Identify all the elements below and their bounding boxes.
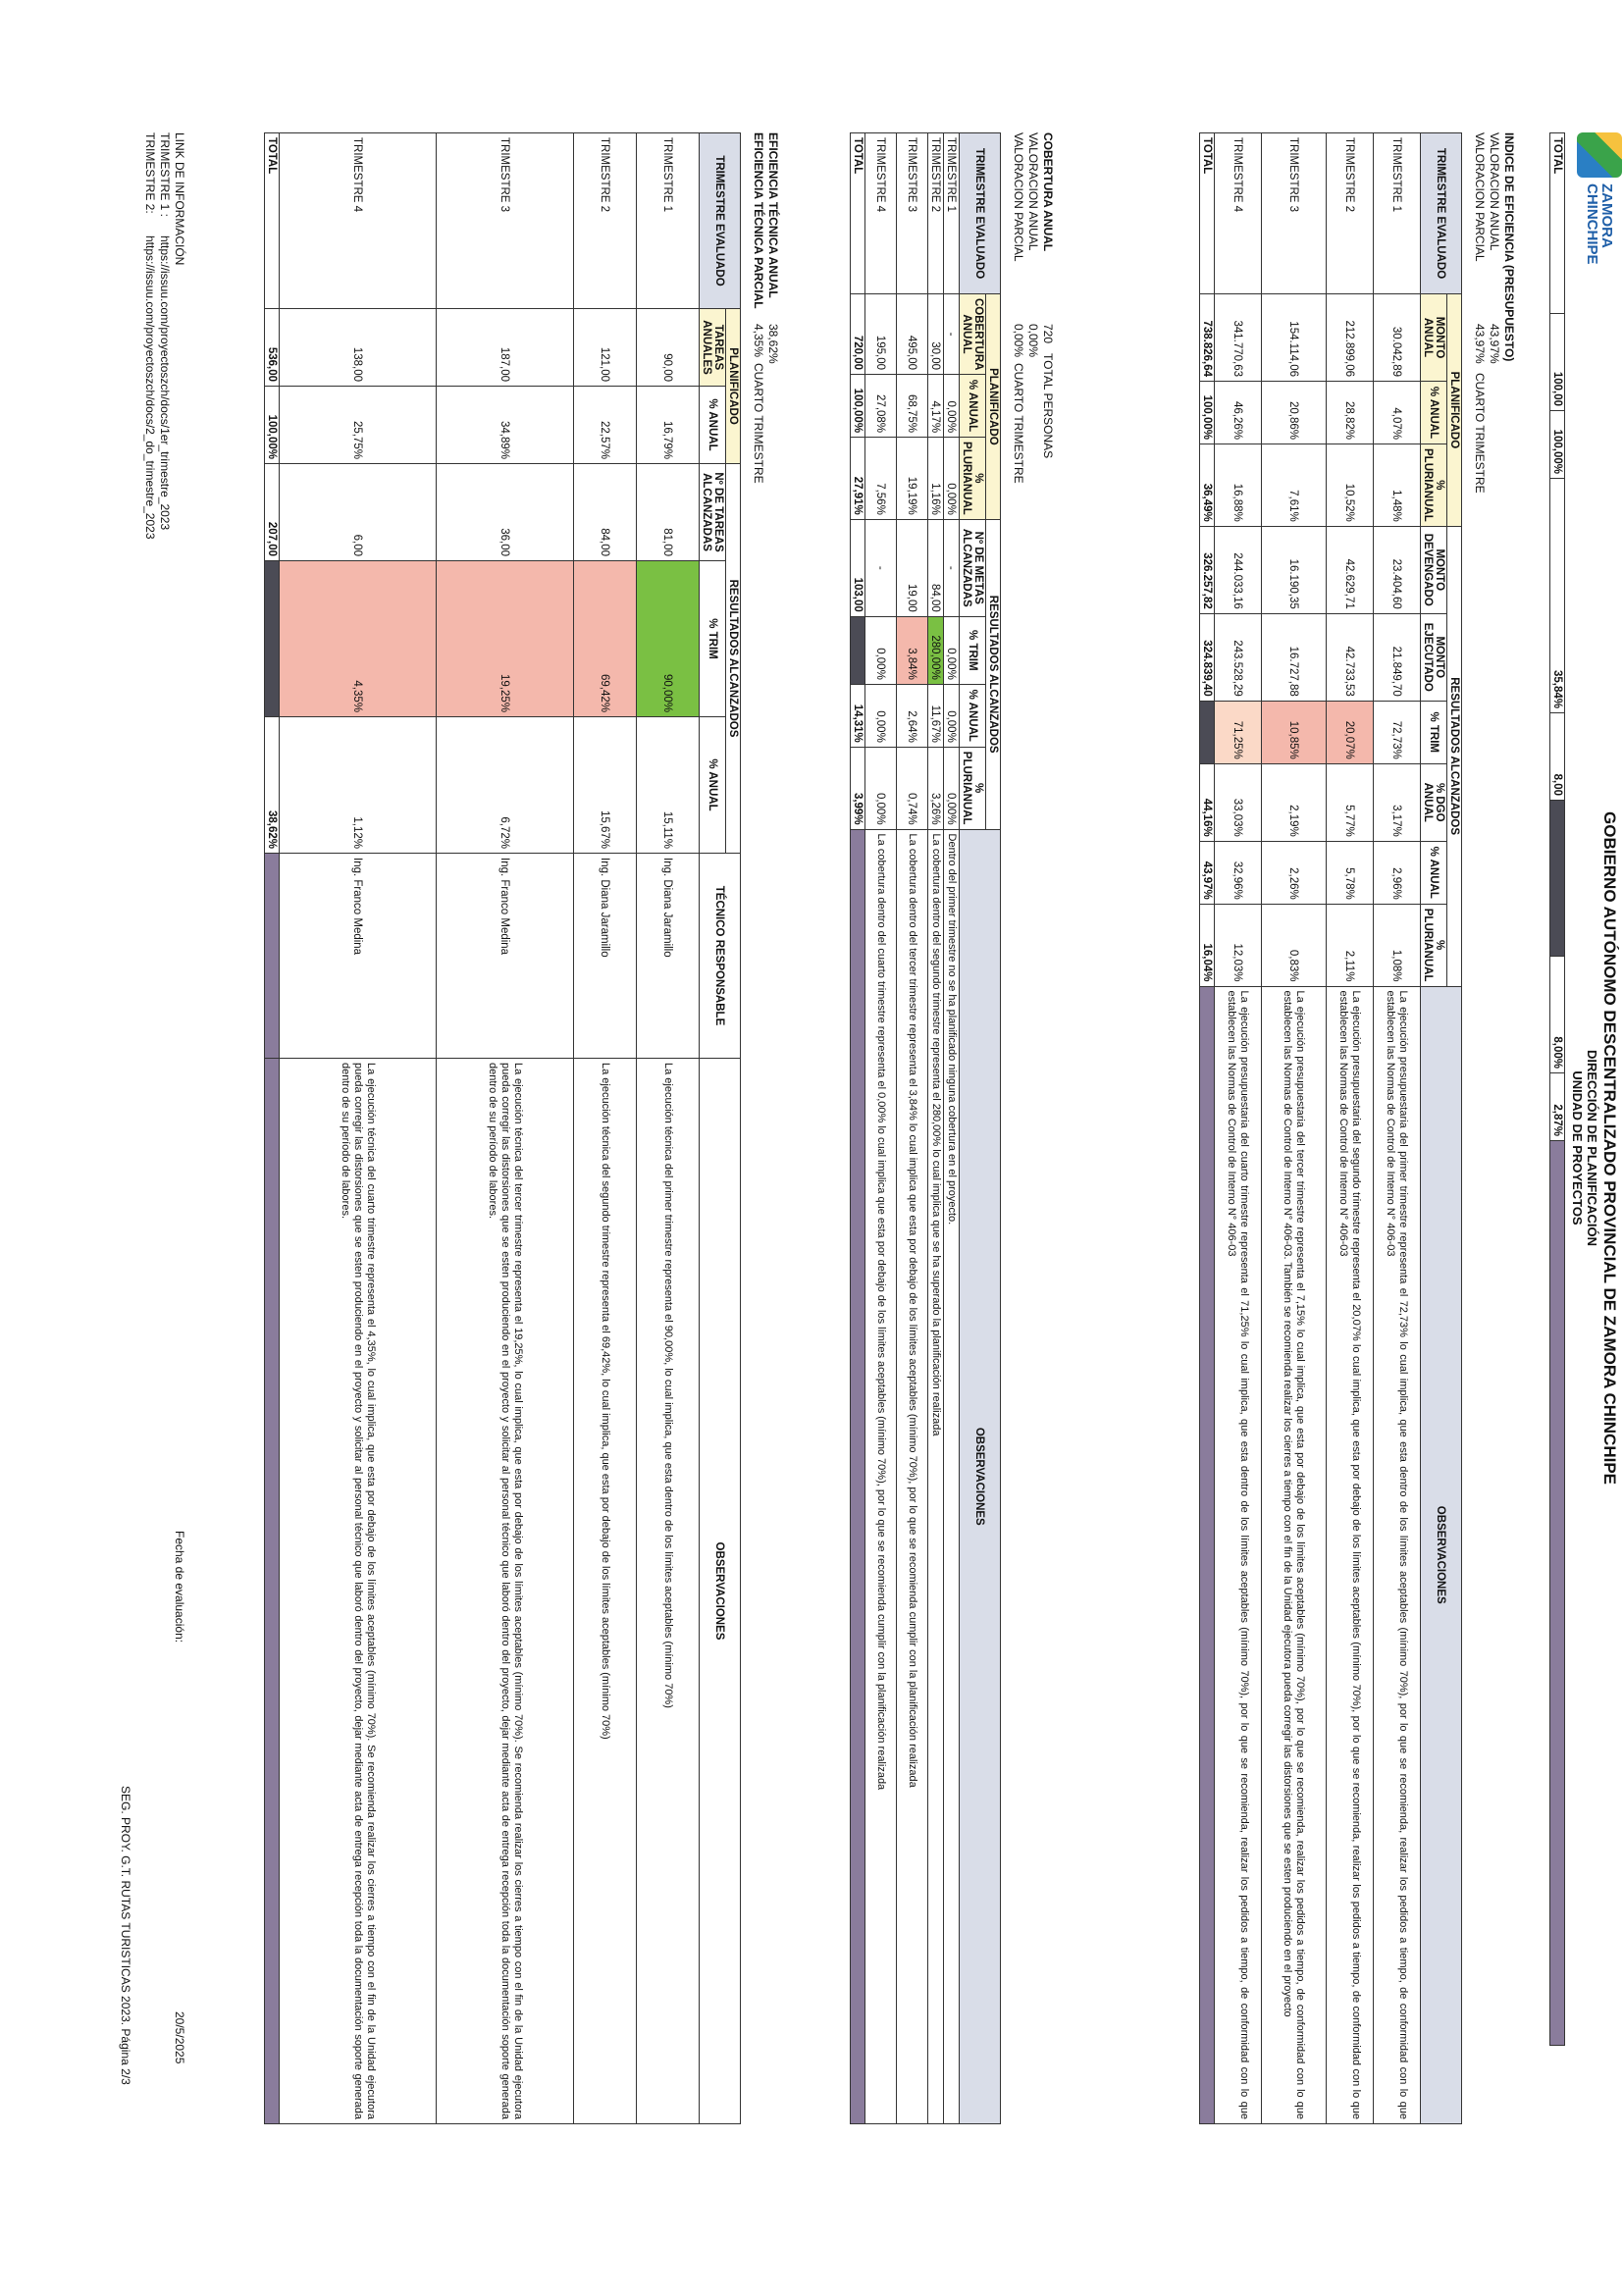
cobertura-header-trim: % TRIM xyxy=(960,616,986,684)
presupuesto-anual: 46,26% xyxy=(1215,382,1262,444)
presupuesto-observacion: La ejecución presupuestaria del segundo trimestre representa el 20,07% lo cual implica, que esta por debajo de los límites aceptables (mínimo 70%), por lo que se recomienda, realizar los pedidos a tiempo, de conformidad con lo que establecen las Normas de Control de Interno N° 406-03 xyxy=(1327,986,1374,2124)
presupuesto-anual-label: VALORACION ANUAL xyxy=(1488,132,1501,251)
top-total-dark-cell xyxy=(1550,801,1565,957)
cobertura-total-label: TOTAL xyxy=(851,133,865,294)
presupuesto-dgo: 2,19% xyxy=(1262,763,1327,841)
tecnica-group-planificado: PLANIFICADO xyxy=(726,309,741,464)
cobertura-anual-value: 720 xyxy=(1041,324,1055,344)
tecnica-total-anual2: 38,62% xyxy=(265,717,280,854)
top-total-table xyxy=(1549,132,1565,2046)
cobertura-anual: 68,75% xyxy=(897,375,928,438)
table-row xyxy=(944,133,960,2124)
presupuesto-pluri: 10,52% xyxy=(1327,444,1374,527)
tecnica-responsable: Ing. Diana Jaramillo xyxy=(637,854,700,1059)
cobertura-total-valor: 720,00 xyxy=(851,294,865,375)
cobertura-valor: 30,00 xyxy=(928,294,944,375)
tecnica-alcanzadas: 84,00 xyxy=(574,464,637,561)
tecnica-alcanzadas: 6,00 xyxy=(280,464,437,561)
tecnica-trim: 90,00% xyxy=(637,561,700,717)
cobertura-trim: 3,84% xyxy=(897,616,928,684)
cobertura-pluri: 7,56% xyxy=(865,438,897,520)
cobertura-anual2: 0,00% xyxy=(865,684,897,747)
cobertura-header-plurianual2: % PLURIANUAL xyxy=(960,747,986,829)
presupuesto-anual-value: 43,97% xyxy=(1488,324,1501,364)
cobertura-header-anual2: % ANUAL xyxy=(960,684,986,747)
table-row xyxy=(865,133,897,2124)
presupuesto-header-trim: % TRIM xyxy=(1421,701,1447,763)
cobertura-val-parcial-value: 0,00% xyxy=(1012,324,1025,358)
cobertura-pluri2: 0,74% xyxy=(897,747,928,829)
footer-fecha-label: Fecha de evaluación: xyxy=(173,1531,186,1644)
top-total-label: TOTAL xyxy=(1550,133,1565,314)
cobertura-observacion: La cobertura dentro del segundo trimestre representa el 280,00% lo cual implica que se ha superado la planificación realizada xyxy=(928,829,944,2123)
tecnica-anual2: 6,72% xyxy=(437,717,574,854)
tecnica-observacion: La ejecución técnica del cuarto trimestre representa el 4,35%, lo cual implica, que esta por debajo de los límites aceptables (mínimo 70%). Se recomienda realizar los cierres a tiempo con el fin de la Unidad ejecutora pueda corregir las distorsiones que se esten produciendo en el proyecto y solicitar al personal técnico que laboró dentro del proyecto, dejar mediante acta de entrega recepción toda la documentación soporte generada dentro de su período de labores. xyxy=(280,1059,437,2124)
tecnica-parcial-note: CUARTO TRIMESTRE xyxy=(752,363,765,484)
report-subtitle-unidad: UNIDAD DE PROYECTOS xyxy=(1570,1070,1585,1226)
presupuesto-total-anual2: 43,97% xyxy=(1200,841,1215,904)
cobertura-metas: - xyxy=(944,519,960,616)
presupuesto-section-label: INDICE DE EFICIENCIA (PRESUPUESTO) xyxy=(1502,132,1516,362)
tecnica-anual: 16,79% xyxy=(637,387,700,464)
presupuesto-monto: 341.770,63 xyxy=(1215,294,1262,382)
cobertura-val-anual-label: VALORACION ANUAL xyxy=(1026,132,1040,251)
presupuesto-anual: 4,07% xyxy=(1374,382,1421,444)
cobertura-anual: 0,00% xyxy=(944,375,960,438)
cobertura-total-row xyxy=(851,133,865,2124)
cobertura-trimestre: TRIMESTRE 1 xyxy=(944,133,960,294)
tecnica-observacion: La ejecución técnica del segundo trimestre representa el 69,42%, lo cual implica, que esta por debajo de los límites aceptables (mínimo 70%) xyxy=(574,1059,637,2124)
tecnica-anual-label: EFICIENCIA TÉCNICA ANUAL xyxy=(766,132,780,298)
tecnica-header-observaciones: OBSERVACIONES xyxy=(700,1059,741,2124)
presupuesto-table xyxy=(1199,132,1462,2124)
tecnica-header-anual: % ANUAL xyxy=(700,387,726,464)
cobertura-total-pluri2: 3,99% xyxy=(851,747,865,829)
presupuesto-pluri: 16,88% xyxy=(1215,444,1262,527)
footer-t2-link[interactable]: https://issuu.com/proyectoszch/docs/2_do_trimestre_2023 xyxy=(143,235,157,540)
footer-t2-label: TRIMESTRE 2: xyxy=(143,132,157,214)
tecnica-anual: 25,75% xyxy=(280,387,437,464)
presupuesto-dgo: 3,17% xyxy=(1374,763,1421,841)
presupuesto-pluri: 1,48% xyxy=(1374,444,1421,527)
cobertura-metas: 84,00 xyxy=(928,519,944,616)
presupuesto-ejecutado: 243.528,29 xyxy=(1215,613,1262,701)
presupuesto-header-devengado: MONTO DEVENGADO xyxy=(1421,526,1447,613)
presupuesto-ejecutado: 42.733,53 xyxy=(1327,613,1374,701)
report-subtitle-direccion: DIRECCIÓN DE PLANIFICACIÓN xyxy=(1585,1049,1599,1247)
cobertura-total-pluri: 27,91% xyxy=(851,438,865,520)
presupuesto-anual2: 2,26% xyxy=(1262,841,1327,904)
table-row xyxy=(280,133,437,2124)
tecnica-alcanzadas: 36,00 xyxy=(437,464,574,561)
presupuesto-observacion: La ejecución presupuestaria del cuarto trimestre representa el 71,25% lo cual implica, que esta dentro de los límites aceptables (mínimo 70%), por lo que se recomienda, realizar los pedidos a tiempo, de conformidad con lo que establecen las Normas de Control de Interno N° 406-03 xyxy=(1215,986,1262,2124)
cobertura-val-parcial-note: CUARTO TRIMESTRE xyxy=(1012,363,1025,484)
presupuesto-anual: 20,86% xyxy=(1262,382,1327,444)
tecnica-tareas: 138,00 xyxy=(280,309,437,387)
presupuesto-header-anual2: % ANUAL xyxy=(1421,841,1447,904)
cobertura-trimestre: TRIMESTRE 2 xyxy=(928,133,944,294)
presupuesto-ejecutado: 16.727,88 xyxy=(1262,613,1327,701)
cobertura-valor: 495,00 xyxy=(897,294,928,375)
presupuesto-trimestre: TRIMESTRE 1 xyxy=(1374,133,1421,294)
tecnica-total-alcanzadas: 207,00 xyxy=(265,464,280,561)
presupuesto-header-plurianual2: % PLURIANUAL xyxy=(1421,904,1447,986)
cobertura-trim: 280,00% xyxy=(928,616,944,684)
tecnica-header-trim: % TRIM xyxy=(700,561,726,717)
tecnica-header-tecnico: TÉCNICO RESPONSABLE xyxy=(700,854,741,1059)
presupuesto-parcial-label: VALORACION PARCIAL xyxy=(1473,132,1487,262)
presupuesto-ejecutado: 21.849,70 xyxy=(1374,613,1421,701)
presupuesto-trimestre: TRIMESTRE 2 xyxy=(1327,133,1374,294)
tecnica-anual-value: 38,62% xyxy=(766,324,780,364)
presupuesto-pluri2: 12,03% xyxy=(1215,904,1262,986)
cobertura-anual: 4,17% xyxy=(928,375,944,438)
cobertura-pluri2: 0,00% xyxy=(865,747,897,829)
table-row xyxy=(437,133,574,2124)
presupuesto-anual2: 5,78% xyxy=(1327,841,1374,904)
top-total-v6: 2,87% xyxy=(1550,1073,1565,1141)
footer-link-label: LINK DE INFORMACIÓN xyxy=(173,132,186,266)
logo-text: ZAMORA CHINCHIPE xyxy=(1584,183,1615,265)
tecnica-trimestre: TRIMESTRE 3 xyxy=(437,133,574,309)
cobertura-pluri2: 0,00% xyxy=(944,747,960,829)
presupuesto-anual2: 2,96% xyxy=(1374,841,1421,904)
tecnica-total-label: TOTAL xyxy=(265,133,280,309)
presupuesto-header-ejecutado: MONTO EJECUTADO xyxy=(1421,613,1447,701)
cobertura-header-anual: % ANUAL xyxy=(960,375,986,438)
top-total-v3: 35,84% xyxy=(1550,479,1565,713)
presupuesto-trim: 20,07% xyxy=(1327,701,1374,763)
presupuesto-devengado: 23.404,60 xyxy=(1374,526,1421,613)
tecnica-parcial-label: EFICIENCIA TÉCNICA PARCIAL xyxy=(752,132,765,309)
top-total-v2: 100,00% xyxy=(1550,411,1565,479)
presupuesto-parcial-note: CUARTO TRIMESTRE xyxy=(1473,373,1487,494)
table-row xyxy=(1327,133,1374,2124)
presupuesto-trim: 10,85% xyxy=(1262,701,1327,763)
presupuesto-header-observaciones: OBSERVACIONES xyxy=(1421,986,1462,2124)
presupuesto-monto: 154.114,06 xyxy=(1262,294,1327,382)
tecnica-anual2: 15,11% xyxy=(637,717,700,854)
cobertura-observacion: La cobertura dentro del cuarto trimestre representa el 0,00% lo cual implica que esta por debajo de los límites aceptables (mínimo 70%), por lo que se recomienda cumplir con la planificación realizada xyxy=(865,829,897,2123)
tecnica-total-trim xyxy=(265,561,280,717)
presupuesto-anual2: 32,96% xyxy=(1215,841,1262,904)
cobertura-total-obs xyxy=(851,829,865,2123)
rotated-report-page xyxy=(59,39,1619,2257)
presupuesto-total-devengado: 326.257,82 xyxy=(1200,526,1215,613)
tecnica-total-anual: 100,00% xyxy=(265,387,280,464)
presupuesto-trim: 72,73% xyxy=(1374,701,1421,763)
top-total-purple-cell xyxy=(1550,1141,1565,2046)
tecnica-header-anual2: % ANUAL xyxy=(700,717,726,854)
presupuesto-total-monto: 738.826,64 xyxy=(1200,294,1215,382)
presupuesto-total-pluri2: 16,04% xyxy=(1200,904,1215,986)
tecnica-table xyxy=(264,132,741,2124)
cobertura-valor: 195,00 xyxy=(865,294,897,375)
presupuesto-group-planificado: PLANIFICADO xyxy=(1447,294,1462,527)
tecnica-alcanzadas: 81,00 xyxy=(637,464,700,561)
tecnica-anual: 34,89% xyxy=(437,387,574,464)
tecnica-observacion: La ejecución técnica del primer trimestre representa el 90,00%, lo cual implica, que esta dentro de los límites aceptables (mínimo 70%) xyxy=(637,1059,700,2124)
footer-t1-label: TRIMESTRE 1 : xyxy=(158,132,172,218)
cobertura-trim: 0,00% xyxy=(944,616,960,684)
report-title: GOBIERNO AUTÓNOMO DESCENTRALIZADO PROVINCIAL DE ZAMORA CHINCHIPE xyxy=(1600,811,1619,1485)
cobertura-anual2: 11,67% xyxy=(928,684,944,747)
presupuesto-trimestre: TRIMESTRE 4 xyxy=(1215,133,1262,294)
tecnica-total-tecnico xyxy=(265,854,280,1059)
tecnica-responsable: Ing. Franco Medina xyxy=(280,854,437,1059)
cobertura-header-trimestre: TRIMESTRE EVALUADO xyxy=(960,133,1001,294)
cobertura-observacion: La cobertura dentro del tercer trimestre representa el 3,84% lo cual implica que esta por debajo de los límites aceptables (mínimo 70%), por lo que se recomienda cumplir con la planificación realizada xyxy=(897,829,928,2123)
tecnica-tareas: 187,00 xyxy=(437,309,574,387)
cobertura-header-metas: Nº DE METAS ALCANZADAS xyxy=(960,519,986,616)
presupuesto-total-anual: 100,00% xyxy=(1200,382,1215,444)
tecnica-trimestre: TRIMESTRE 1 xyxy=(637,133,700,309)
presupuesto-trim: 71,25% xyxy=(1215,701,1262,763)
presupuesto-total-dgo: 44,16% xyxy=(1200,763,1215,841)
presupuesto-devengado: 42.629,71 xyxy=(1327,526,1374,613)
tecnica-group-resultados: RESULTADOS ALCANZADOS xyxy=(726,464,741,854)
presupuesto-group-resultados: RESULTADOS ALCANZADOS xyxy=(1447,526,1462,986)
table-row xyxy=(1374,133,1421,2124)
tecnica-trimestre: TRIMESTRE 4 xyxy=(280,133,437,309)
cobertura-pluri2: 3,26% xyxy=(928,747,944,829)
presupuesto-total-ejecutado: 324.839,40 xyxy=(1200,613,1215,701)
table-row xyxy=(1215,133,1262,2124)
table-row xyxy=(897,133,928,2124)
tecnica-tareas: 90,00 xyxy=(637,309,700,387)
presupuesto-observacion: La ejecución presupuestaria del primer trimestre representa el 72,73% lo cual implica, que esta dentro de los límites aceptables (mínimo 70%), por lo que se recomienda, realizar los pedidos a tiempo, de conformidad con lo que establecen las Normas de Control de Interno N° 406-03 xyxy=(1374,986,1421,2124)
footer-fecha-value: 20/5/2025 xyxy=(173,2011,186,2064)
presupuesto-total-label: TOTAL xyxy=(1200,133,1215,294)
tecnica-total-obs xyxy=(265,1059,280,2124)
tecnica-observacion: La ejecución técnica del tercer trimestre representa el 19,25%, lo cual implica, que esta por debajo de los límites aceptables (mínimo 70%). Se recomienda realizar los cierres a tiempo con el fin de la Unidad ejecutora pueda corregir las distorsiones que se esten produciendo en el proyecto y solicitar al personal técnico que laboró dentro del proyecto, dejar mediante acta de entrega recepción toda la documentación soporte generada dentro de su período de labores. xyxy=(437,1059,574,2124)
presupuesto-trimestre: TRIMESTRE 3 xyxy=(1262,133,1327,294)
presupuesto-observacion: La ejecución presupuestaria del tercer trimestre representa el 7,15% lo cual implica, que esta por debajo de los límites aceptables (mínimo 70%), por lo que se recomienda, realizar los pedidos a tiempo, de conformidad con lo que establecen las Normas de Control de Interno N° 406-03. También se recomienda realizar los cierres a tiempo con el fin de la Unidad ejecutora pueda corregir las distorsiones que se esten produciendo en el proyecto xyxy=(1262,986,1327,2124)
presupuesto-anual: 28,82% xyxy=(1327,382,1374,444)
presupuesto-pluri: 7,61% xyxy=(1262,444,1327,527)
tecnica-trim: 69,42% xyxy=(574,561,637,717)
cobertura-table xyxy=(850,132,1001,2124)
presupuesto-parcial-value: 43,97% xyxy=(1473,324,1487,364)
cobertura-total-anual2: 14,31% xyxy=(851,684,865,747)
presupuesto-header-trimestre: TRIMESTRE EVALUADO xyxy=(1421,133,1462,294)
tecnica-trim: 4,35% xyxy=(280,561,437,717)
presupuesto-pluri2: 1,08% xyxy=(1374,904,1421,986)
cobertura-trim: 0,00% xyxy=(865,616,897,684)
presupuesto-pluri2: 2,11% xyxy=(1327,904,1374,986)
top-total-v4: 8,00 xyxy=(1550,713,1565,801)
cobertura-val-anual-value: 0,00% xyxy=(1026,324,1040,358)
top-total-v1: 100,00 xyxy=(1550,314,1565,411)
tecnica-anual: 22,57% xyxy=(574,387,637,464)
cobertura-metas: 19,00 xyxy=(897,519,928,616)
cobertura-anual: 27,08% xyxy=(865,375,897,438)
tecnica-responsable: Ing. Diana Jaramillo xyxy=(574,854,637,1059)
cobertura-pluri: 0,00% xyxy=(944,438,960,520)
cobertura-total-trim xyxy=(851,616,865,684)
cobertura-group-resultados: RESULTADOS ALCANZADOS xyxy=(986,519,1001,829)
cobertura-header-plurianual: % PLURIANUAL xyxy=(960,438,986,520)
cobertura-valor: - xyxy=(944,294,960,375)
presupuesto-total-pluri: 36,49% xyxy=(1200,444,1215,527)
presupuesto-total-obs xyxy=(1200,986,1215,2124)
tecnica-tareas: 121,00 xyxy=(574,309,637,387)
table-row xyxy=(928,133,944,2124)
cobertura-anual-label: COBERTURA ANUAL xyxy=(1041,132,1055,252)
presupuesto-dgo: 33,03% xyxy=(1215,763,1262,841)
cobertura-header-cobertura: COBERTURA ANUAL xyxy=(960,294,986,375)
cobertura-header-observaciones: OBSERVACIONES xyxy=(960,829,1001,2123)
cobertura-group-planificado: PLANIFICADO xyxy=(986,294,1001,520)
tecnica-trim: 19,25% xyxy=(437,561,574,717)
tecnica-total-tareas: 536,00 xyxy=(265,309,280,387)
presupuesto-header-monto-anual: MONTO ANUAL xyxy=(1421,294,1447,382)
cobertura-val-parcial-label: VALORACION PARCIAL xyxy=(1012,132,1025,262)
cobertura-total-metas: 103,00 xyxy=(851,519,865,616)
cobertura-anual-note: TOTAL PERSONAS xyxy=(1041,353,1055,459)
presupuesto-header-anual: % ANUAL xyxy=(1421,382,1447,444)
presupuesto-monto: 30.042,89 xyxy=(1374,294,1421,382)
cobertura-trimestre: TRIMESTRE 4 xyxy=(865,133,897,294)
presupuesto-total-trim xyxy=(1200,701,1215,763)
footer-page-ref: SEG. PROY. G.T. RUTAS TURISTICAS 2023. Página 2/3 xyxy=(119,1786,132,2085)
cobertura-observacion: Dentro del primer trimestre no se ha planificado ninguna cobertura en el proyecto. xyxy=(944,829,960,2123)
cobertura-pluri: 1,16% xyxy=(928,438,944,520)
footer-t1-link[interactable]: https://issuu.com/proyectoszch/docs/1er_trimestre_2023 xyxy=(158,235,172,531)
table-row xyxy=(574,133,637,2124)
cobertura-anual2: 0,00% xyxy=(944,684,960,747)
cobertura-pluri: 19,19% xyxy=(897,438,928,520)
presupuesto-devengado: 16.190,35 xyxy=(1262,526,1327,613)
cobertura-metas: - xyxy=(865,519,897,616)
tecnica-responsable: Ing. Franco Medina xyxy=(437,854,574,1059)
presupuesto-monto: 212.899,06 xyxy=(1327,294,1374,382)
presupuesto-total-row xyxy=(1200,133,1215,2124)
presupuesto-header-plurianual: % PLURIANUAL xyxy=(1421,444,1447,527)
table-row xyxy=(637,133,700,2124)
presupuesto-devengado: 244.033,16 xyxy=(1215,526,1262,613)
tecnica-anual2: 15,67% xyxy=(574,717,637,854)
cobertura-trimestre: TRIMESTRE 3 xyxy=(897,133,928,294)
tecnica-header-tareas: TAREAS ANUALES xyxy=(700,309,726,387)
cobertura-total-anual: 100,00% xyxy=(851,375,865,438)
cobertura-anual2: 2,64% xyxy=(897,684,928,747)
table-row xyxy=(1262,133,1327,2124)
top-total-v5: 8,00% xyxy=(1550,957,1565,1073)
tecnica-trimestre: TRIMESTRE 2 xyxy=(574,133,637,309)
tecnica-header-trimestre: TRIMESTRE EVALUADO xyxy=(700,133,741,309)
presupuesto-header-dgo-anual: % DGO ANUAL xyxy=(1421,763,1447,841)
tecnica-anual2: 1,12% xyxy=(280,717,437,854)
presupuesto-pluri2: 0,83% xyxy=(1262,904,1327,986)
presupuesto-dgo: 5,77% xyxy=(1327,763,1374,841)
tecnica-header-alcanzadas: Nº DE TAREAS ALCANZADAS xyxy=(700,464,726,561)
tecnica-parcial-value: 4,35% xyxy=(752,324,765,358)
tecnica-total-row xyxy=(265,133,280,2124)
